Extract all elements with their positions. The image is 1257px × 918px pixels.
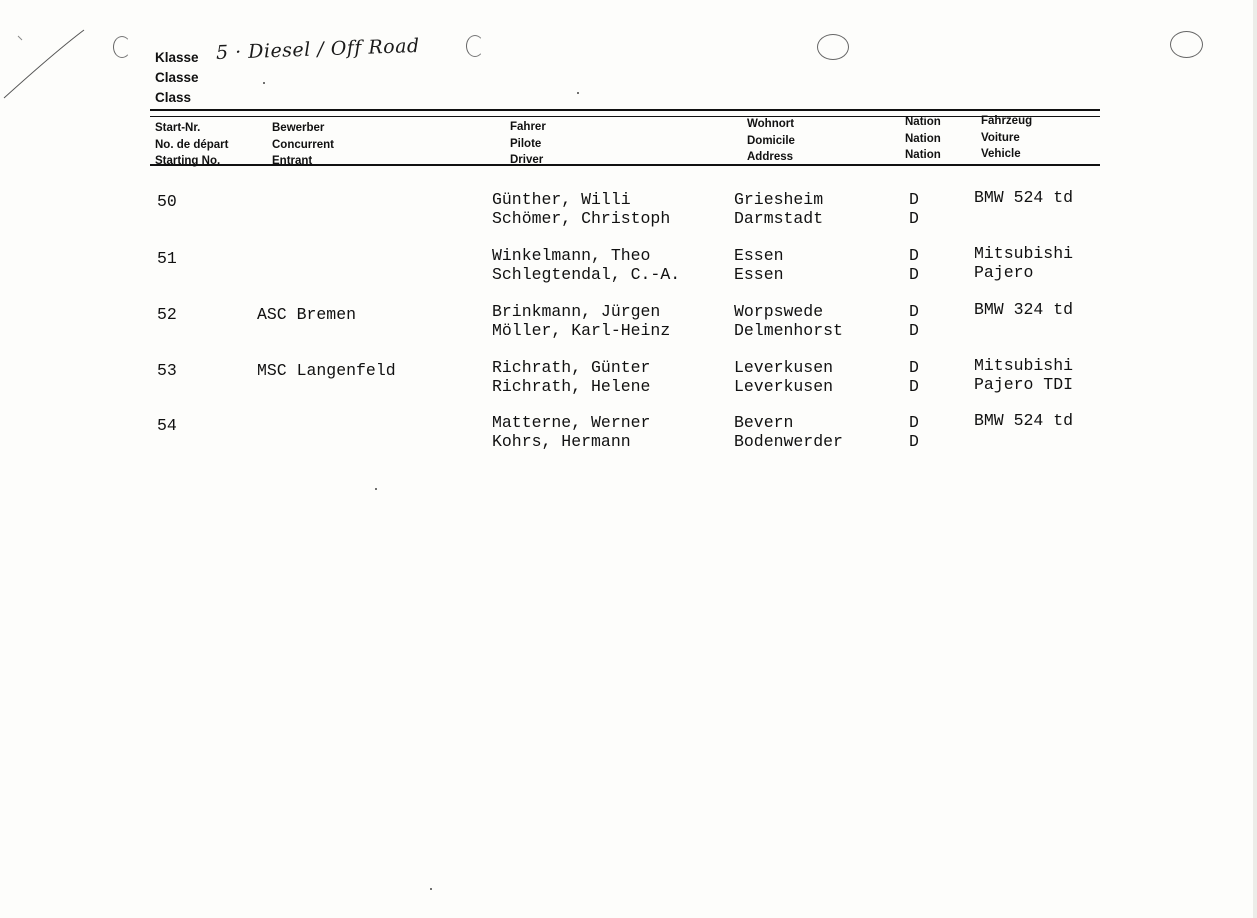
driver-address: Bevern — [734, 413, 794, 432]
driver-nation: D — [909, 321, 919, 340]
vehicle-name: Pajero — [974, 263, 1034, 282]
driver-name: Richrath, Günter — [492, 358, 651, 377]
driver-nation: D — [909, 190, 919, 209]
vehicle-name: BMW 524 td — [974, 188, 1074, 207]
column-header-driver — [510, 119, 546, 169]
punch-hole-mark — [1170, 31, 1203, 58]
driver-nation: D — [909, 265, 919, 284]
driver-address: Leverkusen — [734, 358, 834, 377]
column-header-line: Nation — [905, 116, 941, 128]
column-header-line: Nation — [905, 132, 941, 145]
column-header-address — [747, 116, 795, 166]
driver-address: Worpswede — [734, 302, 824, 321]
header-top-rule-thin — [150, 116, 1100, 117]
column-header-line: Domicile — [747, 134, 795, 147]
start-number: 53 — [157, 361, 177, 380]
column-header-start-no — [155, 120, 228, 170]
column-header-line: Address — [747, 151, 794, 163]
driver-address: Essen — [734, 265, 784, 284]
column-header-line: Start-Nr. — [155, 122, 201, 134]
vehicle-name: BMW 324 td — [974, 300, 1074, 319]
class-label-block — [155, 48, 199, 108]
driver-address: Leverkusen — [734, 377, 834, 396]
paper-speck — [430, 888, 432, 890]
driver-nation: D — [909, 302, 919, 321]
driver-nation: D — [909, 413, 919, 432]
column-header-line: No. de départ — [155, 138, 229, 151]
column-header-line: Pilote — [510, 137, 542, 150]
column-header-line: Nation — [905, 149, 941, 161]
driver-address: Bodenwerder — [734, 432, 843, 451]
driver-address: Griesheim — [734, 190, 824, 209]
driver-name: Günther, Willi — [492, 190, 631, 209]
driver-nation: D — [909, 209, 919, 228]
paper-speck — [263, 82, 265, 84]
class-handwritten-value: 5 · Diesel / Off Road — [215, 34, 420, 64]
column-header-line: Fahrzeug — [981, 115, 1033, 127]
driver-name: Möller, Karl-Heinz — [492, 321, 671, 340]
driver-name: Schömer, Christoph — [492, 209, 671, 228]
driver-nation: D — [909, 432, 919, 451]
column-header-vehicle — [981, 113, 1032, 163]
header-top-rule — [150, 109, 1100, 111]
column-header-line: Driver — [510, 154, 544, 166]
driver-name: Schlegtendal, C.-A. — [492, 265, 681, 284]
start-number: 51 — [157, 249, 177, 268]
start-number: 50 — [157, 192, 177, 211]
driver-address: Delmenhorst — [734, 321, 843, 340]
punch-hole-mark — [113, 36, 131, 58]
column-header-line: Voiture — [981, 131, 1020, 144]
entrant-name: ASC Bremen — [257, 305, 357, 324]
paper-speck — [375, 488, 377, 490]
punch-hole-mark — [466, 35, 484, 57]
driver-nation: D — [909, 358, 919, 377]
paper-speck — [577, 92, 579, 94]
start-number: 52 — [157, 305, 177, 324]
driver-address: Darmstadt — [734, 209, 824, 228]
driver-address: Essen — [734, 246, 784, 265]
driver-name: Richrath, Helene — [492, 377, 651, 396]
column-header-entrant — [272, 120, 334, 170]
class-label-de: Klasse — [155, 50, 199, 65]
column-header-line: Vehicle — [981, 148, 1021, 160]
driver-name: Matterne, Werner — [492, 413, 651, 432]
start-number: 54 — [157, 416, 177, 435]
column-header-nation — [905, 114, 941, 164]
column-header-line: Starting No. — [155, 155, 221, 167]
column-header-line: Fahrer — [510, 121, 546, 133]
column-header-line: Concurrent — [272, 138, 334, 151]
entrant-name: MSC Langenfeld — [257, 361, 396, 380]
vehicle-name: Mitsubishi — [974, 244, 1074, 263]
driver-nation: D — [909, 246, 919, 265]
column-header-line: Entrant — [272, 155, 313, 167]
page-edge — [1253, 0, 1257, 918]
vehicle-name: Pajero TDI — [974, 375, 1074, 394]
punch-hole-mark — [817, 34, 849, 60]
column-header-line: Bewerber — [272, 122, 325, 134]
column-header-line: Wohnort — [747, 118, 795, 130]
corner-scratch-mark — [0, 0, 90, 110]
driver-name: Brinkmann, Jürgen — [492, 302, 661, 321]
driver-name: Winkelmann, Theo — [492, 246, 651, 265]
class-label-en: Class — [155, 90, 192, 105]
driver-name: Kohrs, Hermann — [492, 432, 631, 451]
class-label-fr: Classe — [155, 70, 199, 85]
vehicle-name: BMW 524 td — [974, 411, 1074, 430]
driver-nation: D — [909, 377, 919, 396]
vehicle-name: Mitsubishi — [974, 356, 1074, 375]
